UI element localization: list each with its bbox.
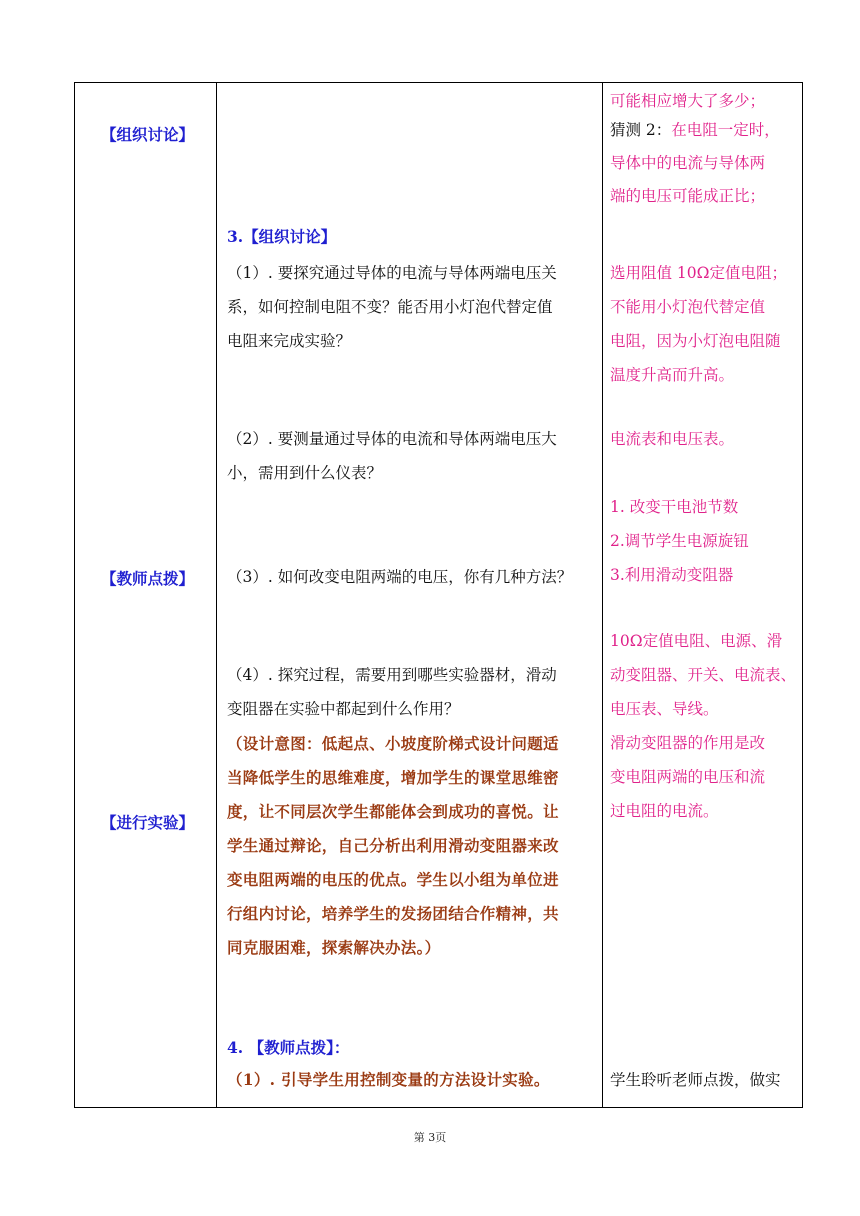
lesson-table — [74, 82, 803, 1108]
guess2-line-1: 在电阻一定时， — [671, 121, 780, 139]
answer1-line-1: 选用阻值 10Ω定值电阻； — [610, 264, 788, 282]
design-intent-line-6: 行组内讨论，培养学生的发扬团结合作精神，共 — [227, 904, 559, 923]
student-listen-text: 学生聆听老师点拨，做实 — [610, 1071, 781, 1089]
label-organize-discussion: 【组织讨论】 — [101, 125, 195, 144]
q3-line-1: （3）. 如何改变电阻两端的电压，你有几种方法？ — [227, 568, 573, 586]
guess2-line-3: 端的电压可能成正比； — [610, 187, 766, 205]
label-teacher-guidance: 【教师点拨】 — [101, 569, 195, 588]
column-divider-1 — [216, 83, 217, 1107]
q4-line-1: （4）. 探究过程，需要用到哪些实验器材，滑动 — [227, 666, 557, 684]
answer4-line-6: 过电阻的电流。 — [610, 802, 719, 820]
answer2-line-1: 电流表和电压表。 — [610, 430, 735, 448]
guess-continuation: 可能相应增大了多少； — [610, 92, 766, 110]
q4-line-2: 变阻器在实验中都起到什么作用？ — [227, 700, 460, 718]
q2-line-1: （2）. 要测量通过导体的电流和导体两端电压大 — [227, 430, 557, 448]
answer4-line-2: 动变阻器、开关、电流表、 — [610, 666, 797, 684]
design-intent-line-7: 同克服困难，探索解决办法。） — [227, 938, 441, 957]
answer1-line-2: 不能用小灯泡代替定值 — [610, 298, 766, 316]
guess2-row — [610, 120, 780, 140]
answer1-line-3: 电阻，因为小灯泡电阻随 — [610, 332, 781, 350]
column-divider-2 — [602, 83, 603, 1107]
design-intent-line-3: 度，让不同层次学生都能体会到成功的喜悦。让 — [227, 802, 559, 821]
section3-title: 3.【组织讨论】 — [227, 227, 337, 246]
design-intent-line-5: 变电阻两端的电压的优点。学生以小组为单位进 — [227, 870, 559, 889]
guess2-label: 猜测 2： — [610, 121, 672, 139]
design-intent-line-1: （设计意图：低起点、小坡度阶梯式设计问题适 — [227, 734, 559, 753]
section4-item-1: （1）. 引导学生用控制变量的方法设计实验。 — [227, 1070, 550, 1089]
q2-line-2: 小，需用到什么仪表？ — [227, 464, 383, 482]
page-number: 第 3页 — [413, 1131, 447, 1144]
answer3-line-2: 2.调节学生电源旋钮 — [610, 532, 749, 550]
q1-line-2: 系，如何控制电阻不变？能否用小灯泡代替定值 — [227, 298, 553, 316]
guess2-line-2: 导体中的电流与导体两 — [610, 154, 766, 172]
label-conduct-experiment: 【进行实验】 — [101, 813, 195, 832]
answer4-line-3: 电压表、导线。 — [610, 700, 719, 718]
design-intent-line-4: 学生通过辩论，自己分析出利用滑动变阻器来改 — [227, 836, 559, 855]
answer4-line-4: 滑动变阻器的作用是改 — [610, 734, 766, 752]
answer1-line-4: 温度升高而升高。 — [610, 366, 735, 384]
answer4-line-1: 10Ω定值电阻、电源、滑 — [610, 632, 783, 650]
answer3-line-3: 3.利用滑动变阻器 — [610, 566, 734, 584]
design-intent-line-2: 当降低学生的思维难度，增加学生的课堂思维密 — [227, 768, 559, 787]
q1-line-1: （1）. 要探究通过导体的电流与导体两端电压关 — [227, 264, 557, 282]
q1-line-3: 电阻来完成实验？ — [227, 332, 352, 350]
answer3-line-1: 1. 改变干电池节数 — [610, 498, 739, 516]
section4-title: 4. 【教师点拨】： — [227, 1038, 350, 1057]
answer4-line-5: 变电阻两端的电压和流 — [610, 768, 766, 786]
